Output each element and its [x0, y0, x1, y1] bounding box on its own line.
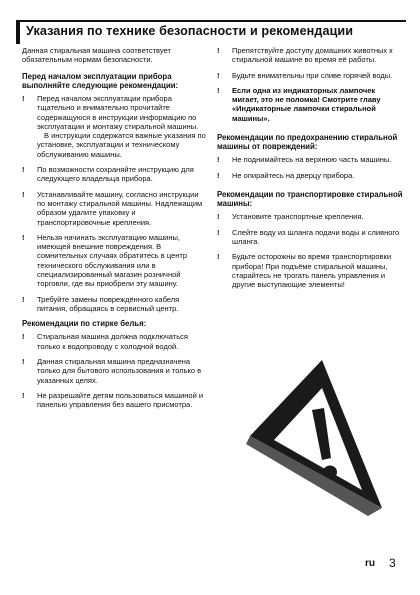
- exclamation-bullet-icon: !: [217, 170, 220, 180]
- section-heading-before-use: Перед началом эксплуатации прибора выполняйте следующие рекомендации:: [22, 71, 179, 90]
- list-item-text: Препятствуйте доступу домашних животных к стиральной машине во время её работы.: [232, 46, 393, 65]
- list-item-text: Слейте воду из шланга подачи воды и сливного шланга.: [232, 227, 400, 247]
- list-item: [22, 357, 208, 385]
- list-item-text: Не разрешайте детям пользоваться машиной и панелью управления без вашего присмотра.: [37, 390, 204, 410]
- exclamation-bullet-icon: !: [217, 85, 220, 95]
- exclamation-bullet-icon: !: [22, 390, 25, 400]
- exclamation-bullet-icon: !: [217, 212, 220, 222]
- exclamation-bullet-icon: !: [217, 155, 220, 165]
- page-number: 3: [389, 556, 396, 570]
- list-item: [217, 212, 403, 221]
- section-heading-transport: Рекомендации по транспортировке стиральной машины:: [217, 190, 403, 209]
- list-item-warning: [217, 86, 403, 123]
- list-item-text: Стиральная машина должна подключаться только к водопроводу с холодной водой.: [37, 332, 188, 351]
- exclamation-bullet-icon: !: [22, 94, 25, 103]
- exclamation-bullet-icon: !: [217, 46, 220, 55]
- list-item: [22, 391, 208, 410]
- list-item: [22, 165, 208, 184]
- title-marker: [16, 22, 20, 44]
- list-item-text: Не опирайтесь на дверцу прибора.: [232, 170, 355, 180]
- list-item-text: Устанавливайте машину, согласно инструкции по монтажу стиральной машины. Надлежащим образом удалите упаковку и транспортировочные крепления.: [37, 189, 203, 227]
- list-item-text: Перед началом эксплуатации прибора тщательно и внимательно прочитайте содержащуюся в инструкции информацию по эксплуатации и монтажу стиральной машины.: [37, 94, 199, 131]
- list-item: [22, 295, 208, 314]
- list-item-text: По возможности сохраняйте инструкцию для следующего владельца прибора.: [37, 165, 194, 184]
- list-item: [217, 252, 403, 289]
- warning-triangle-icon: [240, 358, 390, 518]
- exclamation-bullet-icon: !: [22, 357, 25, 367]
- exclamation-bullet-icon: !: [217, 252, 220, 262]
- list-item: [217, 155, 403, 164]
- exclamation-bullet-icon: !: [217, 227, 220, 237]
- list-item-text: Будьте осторожны во время транспортировки прибора! При подъёме стиральной машины, старайтесь не трогать панель управления и другие выступающие элементы!: [232, 252, 392, 290]
- exclamation-bullet-icon: !: [22, 165, 25, 175]
- right-column: [217, 46, 403, 296]
- exclamation-bullet-icon: !: [22, 294, 25, 304]
- list-item-text: Данная стиральная машина предназначена только для бытового использования и только в указанных целях.: [37, 357, 202, 385]
- list-item-note: В инструкции содержатся важные указания по установке, эксплуатации и техническому обслуживанию машины.: [37, 131, 206, 159]
- intro-text: Данная стиральная машина соответствует обязательным нормам безопасности.: [22, 46, 171, 65]
- list-item: [217, 46, 403, 65]
- list-item: [217, 228, 403, 247]
- list-item: [22, 190, 208, 227]
- list-item: [22, 332, 208, 351]
- left-column: [22, 46, 208, 416]
- list-item-text: Установите транспортные крепления.: [232, 212, 364, 222]
- list-item: [22, 94, 208, 159]
- exclamation-bullet-icon: !: [22, 232, 25, 242]
- exclamation-bullet-icon: !: [217, 70, 220, 80]
- list-item-text: Не поднимайтесь на верхнюю часть машины.: [232, 155, 392, 165]
- section-heading-damage-prevention: Рекомендации по предохранению стиральной машины от повреждений:: [217, 133, 398, 152]
- list-item: [217, 71, 403, 80]
- list-item-text: Если одна из индикаторных лампочек мигает, это не поломка! Смотрите главу «Индикаторные лампочки стиральной машины».: [232, 85, 381, 123]
- section-heading-washing: Рекомендации по стирке белья:: [22, 319, 147, 329]
- list-item-text: Будьте внимательны при сливе горячей воды.: [232, 70, 393, 80]
- footer-language: ru: [365, 558, 375, 569]
- list-item: [217, 171, 403, 180]
- list-item-text: Требуйте замены повреждённого кабеля питания, обращаясь в сервисный центр.: [37, 294, 180, 313]
- list-item: [22, 233, 208, 289]
- exclamation-bullet-icon: !: [22, 332, 25, 342]
- page-title: Указания по технике безопасности и рекомендации: [26, 24, 354, 38]
- list-item-text: Нельзя начинать эксплуатацию машины, имеющей внешние повреждения. В сомнительных случаях обратитесь в центр технического обслуживания или в специализированный магазин розничной торговли, где вы приобрели эту машину.: [37, 232, 187, 289]
- title-bar: [16, 20, 406, 44]
- exclamation-bullet-icon: !: [22, 189, 25, 199]
